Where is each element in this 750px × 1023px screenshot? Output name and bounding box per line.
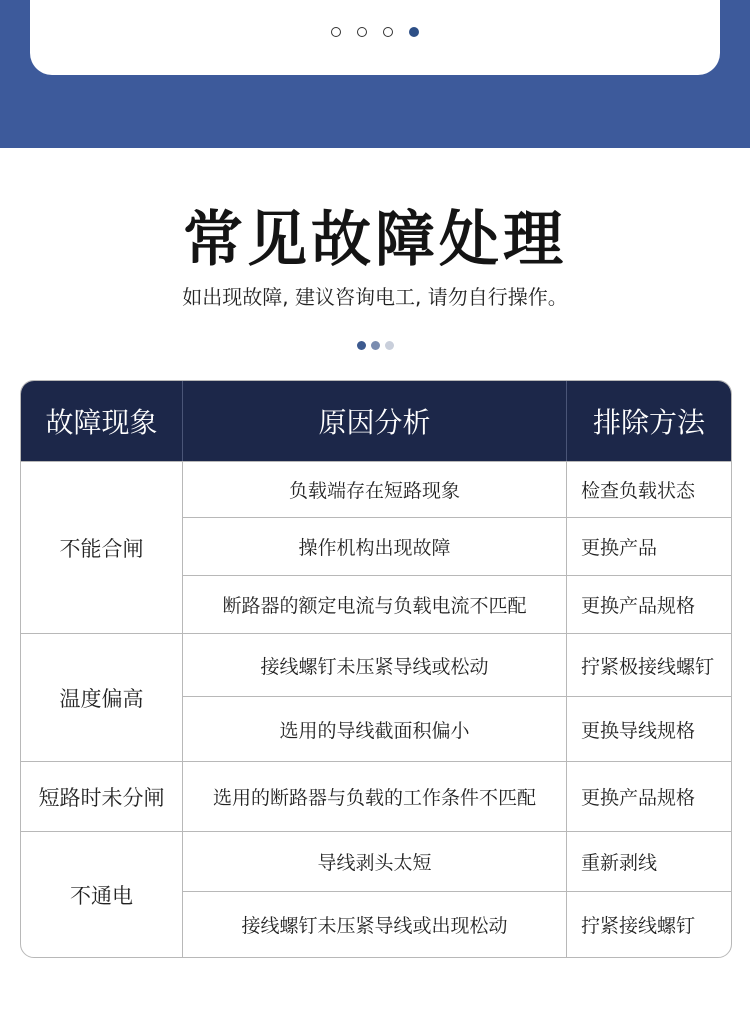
fix-cell: 更换产品规格 bbox=[566, 761, 731, 831]
symptom-cell: 不通电 bbox=[21, 831, 182, 957]
carousel-indicator bbox=[30, 27, 720, 37]
fault-table bbox=[20, 380, 732, 958]
cause-cell: 选用的导线截面积偏小 bbox=[182, 696, 566, 761]
fix-cell: 拧紧接线螺钉 bbox=[566, 891, 731, 957]
cause-cell: 接线螺钉未压紧导线或出现松动 bbox=[182, 891, 566, 957]
symptom-cell: 短路时未分闸 bbox=[21, 761, 182, 831]
table-row bbox=[21, 633, 731, 696]
carousel-dot[interactable] bbox=[357, 27, 367, 37]
carousel-dot[interactable] bbox=[331, 27, 341, 37]
fix-cell: 拧紧极接线螺钉 bbox=[566, 633, 731, 696]
cause-cell: 导线剥头太短 bbox=[182, 831, 566, 891]
carousel-dot[interactable] bbox=[383, 27, 393, 37]
page-title: 常见故障处理 bbox=[183, 205, 567, 275]
table-row bbox=[21, 461, 731, 517]
table-row bbox=[21, 831, 731, 891]
cause-cell: 操作机构出现故障 bbox=[182, 517, 566, 575]
top-banner bbox=[0, 0, 750, 148]
cause-cell: 选用的断路器与负载的工作条件不匹配 bbox=[182, 761, 566, 831]
cause-cell: 负载端存在短路现象 bbox=[182, 461, 566, 517]
carousel-dot[interactable] bbox=[409, 27, 419, 37]
fix-cell: 更换导线规格 bbox=[566, 696, 731, 761]
symptom-cell: 不能合闸 bbox=[21, 461, 182, 633]
section-divider-dots bbox=[0, 341, 750, 350]
cause-cell: 接线螺钉未压紧导线或松动 bbox=[182, 633, 566, 696]
symptom-cell: 温度偏高 bbox=[21, 633, 182, 761]
fix-cell: 重新剥线 bbox=[566, 831, 731, 891]
carousel-card bbox=[30, 0, 720, 75]
fix-cell: 更换产品规格 bbox=[566, 575, 731, 633]
header-cause: 原因分析 bbox=[182, 381, 566, 461]
section-dot bbox=[371, 341, 380, 350]
header-fix: 排除方法 bbox=[566, 381, 731, 461]
section-dot bbox=[357, 341, 366, 350]
page-subtitle: 如出现故障, 建议咨询电工, 请勿自行操作。 bbox=[182, 285, 568, 309]
fix-cell: 更换产品 bbox=[566, 517, 731, 575]
table-header-row bbox=[21, 381, 731, 461]
cause-cell: 断路器的额定电流与负载电流不匹配 bbox=[182, 575, 566, 633]
header-symptom: 故障现象 bbox=[21, 381, 182, 461]
fix-cell: 检查负载状态 bbox=[566, 461, 731, 517]
table-row bbox=[21, 761, 731, 831]
section-dot bbox=[385, 341, 394, 350]
